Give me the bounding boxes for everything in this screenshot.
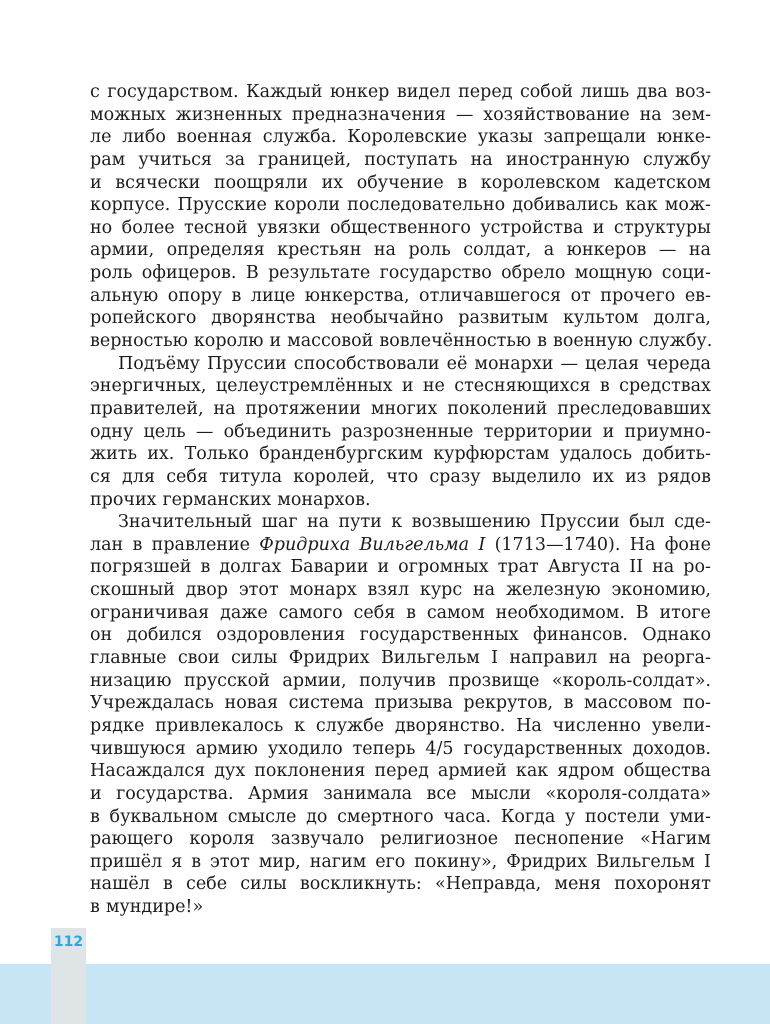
text-line: в буквальном смысле до смертного часа. Когда у постели уми- [90, 806, 711, 827]
text-line: и государства. Армия занимала все мысли «короля-солдата» [90, 783, 711, 804]
paragraph [90, 511, 711, 919]
text-line: лан в правление Фридриха Вильгельма I (1713—1740). На фоне [90, 534, 711, 555]
text-line: Насаждался дух поклонения перед армией как ядром общества [90, 761, 711, 782]
text-line: ся для себя титула королей, что сразу выделило их из рядов [90, 466, 711, 487]
paragraph [90, 81, 711, 353]
text-line: рядке привлекалось к службе дворянство. На численно увели- [90, 715, 711, 736]
text-line: чившуюся армию уходило теперь 4/5 государственных доходов. [90, 738, 711, 759]
text-line: но более тесной увязки общественного устройства и структуры [90, 217, 711, 238]
text-line: низацию прусской армии, получив прозвище «король-солдат». [90, 670, 711, 691]
text-line: главные свои силы Фридрих Вильгельм I направил на реорга- [90, 648, 711, 669]
text-line: жить их. Только бранденбургским курфюрстам удалось добить- [90, 444, 711, 465]
text-line: армии, определяя крестьян на роль солдат, а юнкеров — на [90, 240, 711, 261]
text-line: корпусе. Прусские короли последовательно добивались как мож- [90, 195, 711, 216]
text-line: нашёл в себе силы воскликнуть: «Неправда, меня похоронят [90, 874, 711, 895]
text-line: погрязшей в долгах Баварии и огромных трат Августа II на ро- [90, 557, 711, 578]
text-line: рам учиться за границей, поступать на иностранную службу [90, 149, 711, 170]
text-line: ле либо военная служба. Королевские указы запрещали юнке- [90, 127, 711, 148]
text-line: прочих германских монархов. [90, 489, 371, 510]
text-line: ропейского дворянства необычайно развитым культом долга, [90, 308, 711, 329]
text-line: роль офицеров. В результате государство обрело мощную соци- [90, 263, 711, 284]
text-line: можных жизненных предназначения — хозяйствование на зем- [90, 104, 711, 125]
text-line: рающего короля зазвучало религиозное песнопение «Нагим [90, 829, 711, 850]
text-line: одну цель — объединить разрозненные территории и приумно- [90, 421, 711, 442]
text-line: Значительный шаг на пути к возвышению Пруссии был сде- [118, 512, 711, 533]
text-line: энергичных, целеустремлённых и не стесняющихся в средствах [90, 376, 711, 397]
text-line: он добился оздоровления государственных финансов. Однако [90, 625, 711, 646]
text-line: Подъёму Пруссии способствовали её монархи — целая череда [118, 353, 711, 374]
page-number: 112 [53, 934, 84, 950]
footer-band [0, 964, 770, 1024]
text-line: с государством. Каждый юнкер видел перед собой лишь два воз- [90, 82, 711, 102]
text-line: альную опору в лице юнкерства, отличавшегося от прочего ев- [90, 285, 711, 306]
text-line: верностью королю и массовой вовлечённостью в военную службу. [90, 331, 713, 352]
text-line: в мундире!» [90, 897, 204, 918]
text-line: скошный двор этот монарх взял курс на железную экономию, [90, 580, 711, 601]
text-line: правителей, на протяжении многих поколений преследовавших [90, 398, 711, 419]
body-text [90, 81, 711, 919]
paragraph [90, 353, 711, 511]
text-line: и всячески поощряли их обучение в королевском кадетском [90, 172, 711, 193]
text-line: пришёл я в этот мир, нагим его покину», Фридрих Вильгельм I [90, 851, 711, 872]
text-line: ограничивая даже самого себя в самом необходимом. В итоге [90, 602, 711, 623]
text-line: Учреждалась новая система призыва рекрутов, в массовом по- [90, 693, 711, 714]
